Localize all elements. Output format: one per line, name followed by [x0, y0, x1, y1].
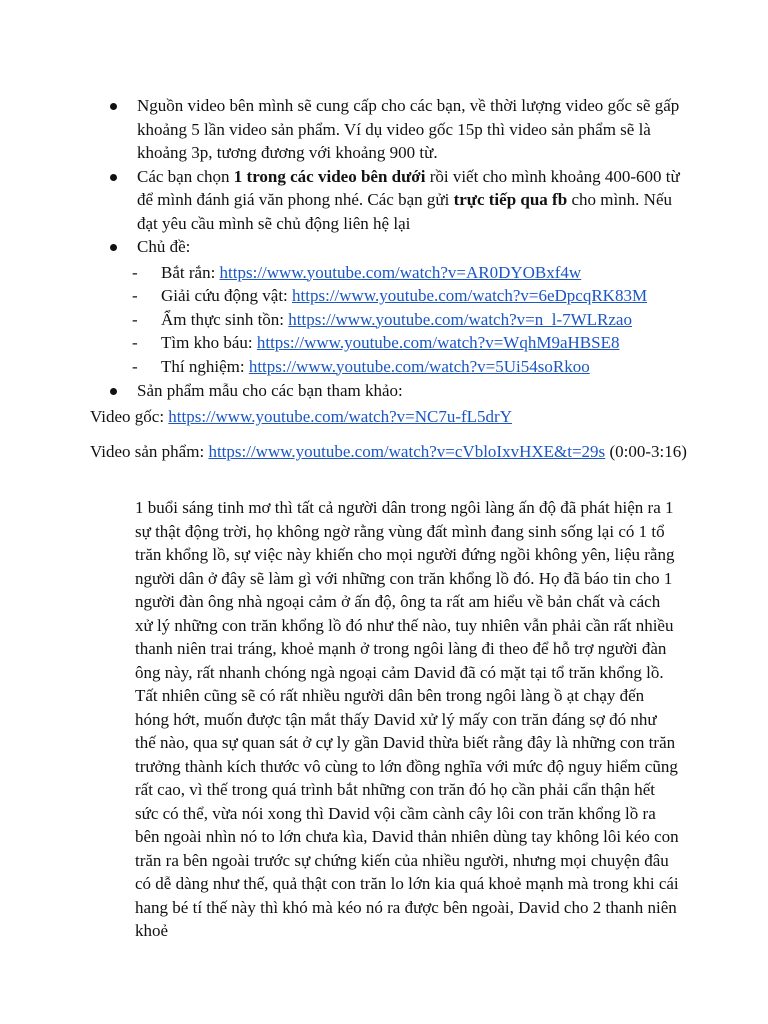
topic-item [106, 284, 686, 308]
product-video-label: Video sản phẩm: [90, 442, 209, 461]
bullet-text: rồi viết cho mình khoảng 400-600 từ để mình đánh giá văn phong nhé. Các bạn gửi [137, 166, 680, 209]
topic-item [106, 261, 686, 285]
topic-list [106, 261, 686, 379]
bullet-text: Nguồn video bên mình sẽ cung cấp cho các bạn, về thời lượng video gốc sẽ gấp khoảng 5 lần video sản phẩm. Ví dụ video gốc 15p thì video sản phẩm sẽ là khoảng 3p, tương đương với khoảng 900 từ. [137, 96, 680, 162]
product-video-timestamp: (0:00-3:16) [605, 442, 687, 461]
bold-text: 1 trong các video bên dưới [233, 166, 426, 186]
topic-link[interactable]: https://www.youtube.com/watch?v=AR0DYOBxf4w [219, 262, 582, 282]
bullet-item-topics [106, 235, 686, 378]
bullet-item-choose [106, 165, 686, 236]
topic-label: Tìm kho báu: [161, 333, 257, 352]
topic-link[interactable]: https://www.youtube.com/watch?v=n_l-7WLRzao [288, 309, 632, 329]
topic-item [106, 308, 686, 332]
bullet-text: Sản phẩm mẫu cho các bạn tham khảo: [137, 381, 403, 400]
topic-item [106, 355, 686, 379]
bullet-text: Các bạn chọn [137, 166, 234, 186]
topics-label: Chủ đề: [137, 237, 191, 256]
original-video-line [90, 405, 690, 429]
product-video-link[interactable]: https://www.youtube.com/watch?v=cVbloIxvHXE&t=29s [208, 442, 606, 461]
bold-text: trực tiếp qua fb [453, 190, 568, 209]
topic-label: Ẩm thực sinh tồn: [161, 309, 289, 329]
topic-label: Thí nghiệm: [161, 356, 249, 376]
topic-label: Giải cứu động vật: [161, 286, 293, 305]
sample-text-paragraph: 1 buổi sáng tinh mơ thì tất cả người dân trong ngôi làng ấn độ đã phát hiện ra 1 sự thật động trời, họ không ngờ rằng vùng đất mình đang sinh sống lại có 1 tổ trăn khổng lồ, sự việc này khiến cho mọi người đứng ngồi không yên, liệu rằng người dân ở đây sẽ làm gì với những con trăn khổng lồ đó. Họ đã báo tin cho 1 người đàn ông nhà ngoại cảm ở ấn độ, ông ta rất am hiểu về bản chất và cách xử lý những con trăn khổng lồ đó như thế nào, tuy nhiên vẫn phải cần rất nhiều thanh niên trai tráng, khoẻ mạnh ở trong ngôi làng đi theo để hỗ trợ người đàn ông này, rất nhanh chóng ngà ngoại cảm David đã có mặt tại tổ trăn khổng lồ. Tất nhiên cũng sẽ có rất nhiều người dân bên trong ngôi làng ồ ạt chạy đến hóng hớt, muốn được tận mắt thấy David xử lý mấy con trăn đáng sợ đó như thế nào, qua sự quan sát ở cự ly gần David thừa biết rằng đây là những con trăn trưởng thành kích thước vô cùng to lớn đồng nghĩa với mức độ nguy hiểm cũng rất cao, vì thế trong quá trình bắt những con trăn đó họ cần phải cẩn thận hết sức có thể, vừa nói xong thì David vội cầm cành cây lôi con trăn khổng lồ ra bên ngoài nhìn nó to lớn chưa kìa, David thản nhiên dùng tay không lôi kéo con trăn ra bên ngoài trước sự chứng kiến của nhiều người, nhưng mọi chuyện đâu có dễ dàng như thế, quả thật con trăn lo lớn kia quá khoẻ mạnh mà trong khi cái hang bé tí thế này thì khó mà kéo nó ra được bên ngoài, David cho 2 thanh niên khoẻ [135, 498, 679, 940]
bullet-item-sample [106, 379, 686, 403]
original-video-link[interactable]: https://www.youtube.com/watch?v=NC7u-fL5drY [168, 407, 512, 426]
topic-link[interactable]: https://www.youtube.com/watch?v=6eDpcqRK83M [292, 286, 648, 305]
bullet-text: cho mình. Nếu đạt yêu cầu mình sẽ chủ động liên hệ lại [137, 190, 673, 233]
original-video-label: Video gốc: [90, 407, 169, 426]
bullet-list [106, 94, 686, 403]
topic-label: Bắt rắn: [161, 262, 220, 282]
topic-link[interactable]: https://www.youtube.com/watch?v=5Ui54soRkoo [248, 356, 590, 376]
topic-link[interactable]: https://www.youtube.com/watch?v=WqhM9aHBSE8 [256, 333, 620, 352]
topic-item [106, 331, 686, 355]
bullet-item-source [106, 94, 686, 165]
product-video-line [90, 440, 690, 464]
